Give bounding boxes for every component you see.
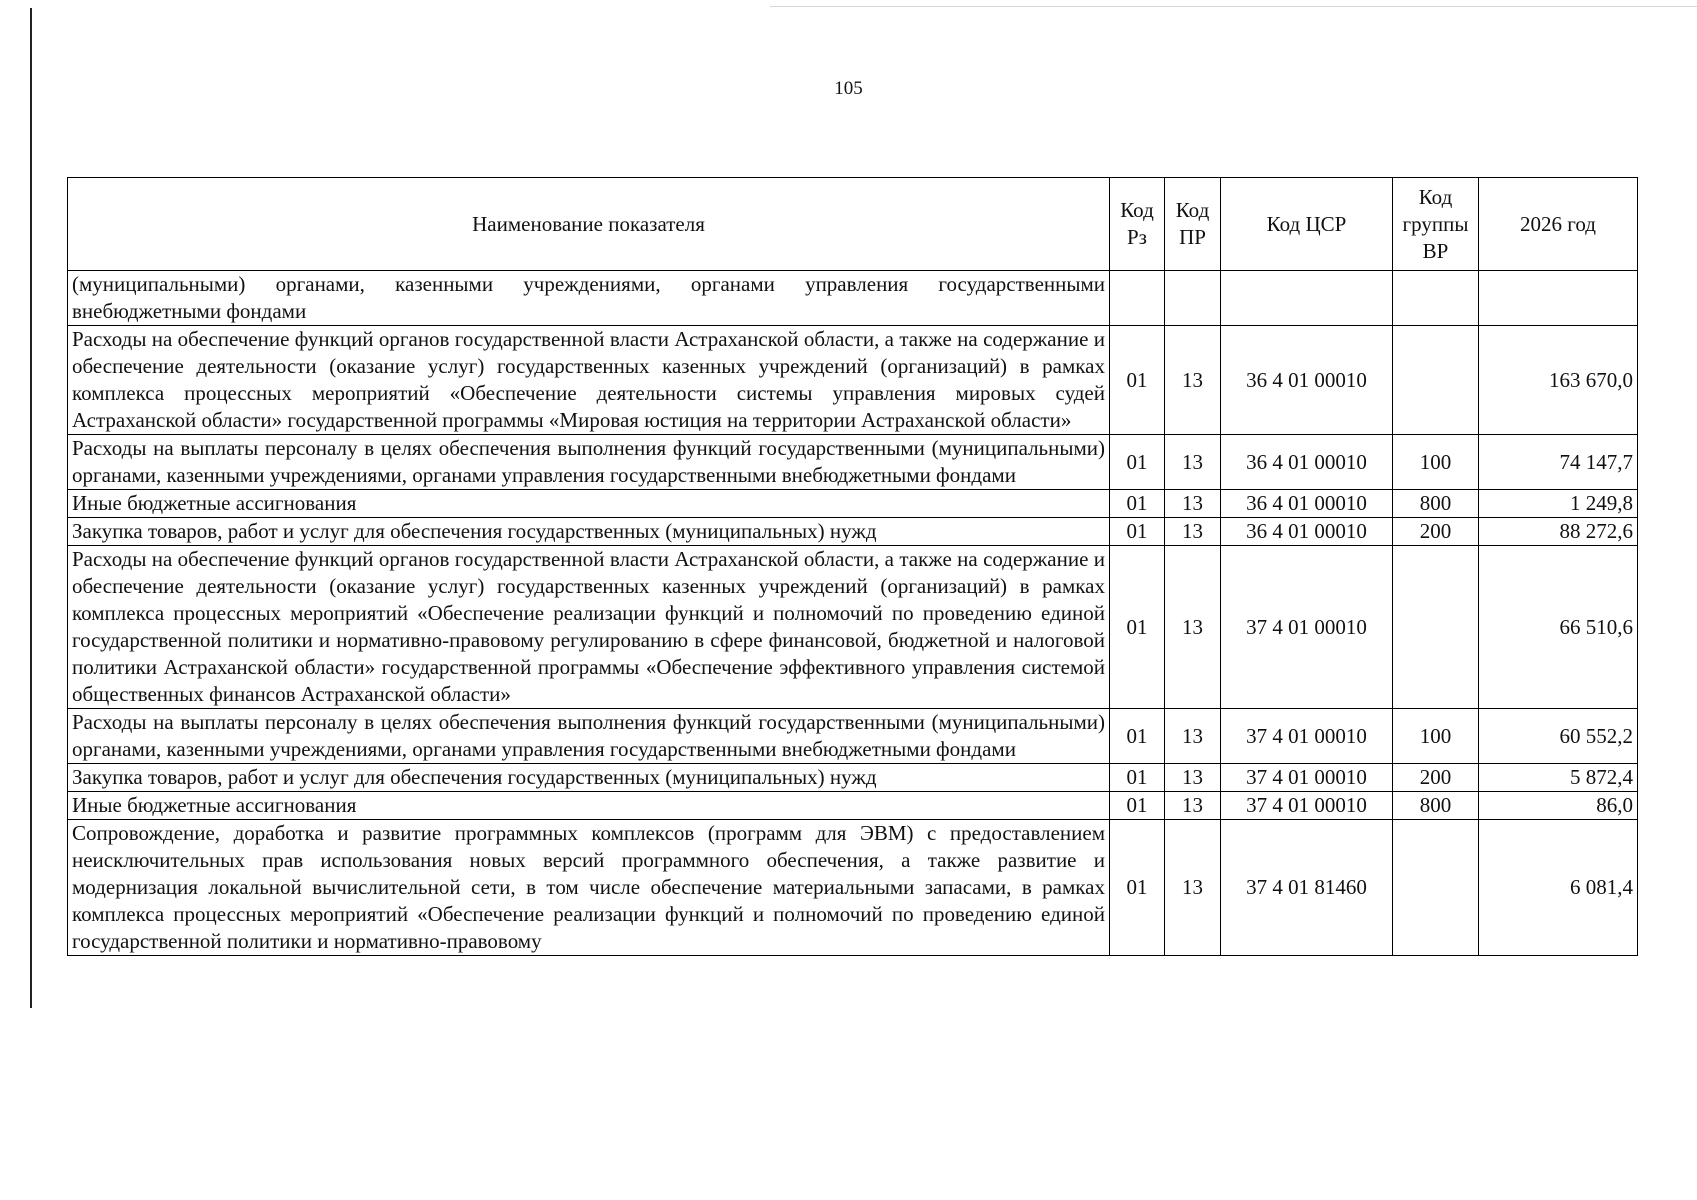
row-csr: 37 4 01 81460	[1221, 820, 1393, 956]
header-csr: Код ЦСР	[1221, 178, 1393, 271]
row-vr: 800	[1393, 490, 1479, 518]
row-amount: 60 552,2	[1479, 709, 1638, 764]
row-name: Расходы на выплаты персоналу в целях обеспечения выполнения функций государственными (муниципальными) органами, казенными учреждениями, органами управления государственными внебюджетными фондами	[68, 709, 1110, 764]
table-row	[68, 709, 1638, 764]
scan-edge-line	[770, 6, 1697, 7]
row-pr: 13	[1165, 326, 1221, 435]
table-row	[68, 271, 1638, 326]
header-name: Наименование показателя	[68, 178, 1110, 271]
row-name: Расходы на обеспечение функций органов государственной власти Астраханской области, а также на содержание и обеспечение деятельности (оказание услуг) государственных казенных учреждений (организаций) в рамках комплекса процессных мероприятий «Обеспечение реализации функций и полномочий по проведению единой государственной политики и нормативно-правовому регулированию в сфере финансовой, бюджетной и налоговой политики Астраханской области» государственной программы «Обеспечение эффективного управления системой общественных финансов Астраханской области»	[68, 546, 1110, 709]
row-rz	[1110, 271, 1165, 326]
table-header-row	[68, 178, 1638, 271]
row-pr: 13	[1165, 518, 1221, 546]
row-name: Закупка товаров, работ и услуг для обеспечения государственных (муниципальных) нужд	[68, 518, 1110, 546]
table-row	[68, 518, 1638, 546]
budget-table	[67, 177, 1638, 956]
row-pr: 13	[1165, 435, 1221, 490]
row-vr	[1393, 820, 1479, 956]
header-amount: 2026 год	[1479, 178, 1638, 271]
row-amount: 6 081,4	[1479, 820, 1638, 956]
row-amount	[1479, 271, 1638, 326]
row-vr: 200	[1393, 518, 1479, 546]
row-csr: 37 4 01 00010	[1221, 709, 1393, 764]
row-rz: 01	[1110, 792, 1165, 820]
row-name: Расходы на обеспечение функций органов государственной власти Астраханской области, а также на содержание и обеспечение деятельности (оказание услуг) государственных казенных учреждений (организаций) в рамках комплекса процессных мероприятий «Обеспечение деятельности системы управления мировых судей Астраханской области» государственной программы «Мировая юстиция на территории Астраханской области»	[68, 326, 1110, 435]
row-vr: 200	[1393, 764, 1479, 792]
table-row	[68, 435, 1638, 490]
row-pr: 13	[1165, 709, 1221, 764]
row-name: Иные бюджетные ассигнования	[68, 490, 1110, 518]
table-row	[68, 764, 1638, 792]
row-pr: 13	[1165, 490, 1221, 518]
row-rz: 01	[1110, 709, 1165, 764]
row-name: (муниципальными) органами, казенными учреждениями, органами управления государственными внебюджетными фондами	[68, 271, 1110, 326]
row-name: Сопровождение, доработка и развитие программных комплексов (программ для ЭВМ) с предоставлением неисключительных прав использования новых версий программного обеспечения, а также развитие и модернизация локальной вычислительной сети, в том числе обеспечение материальными запасами, в рамках комплекса процессных мероприятий «Обеспечение реализации функций и полномочий по проведению единой государственной политики и нормативно-правовому	[68, 820, 1110, 956]
row-vr: 800	[1393, 792, 1479, 820]
row-csr: 36 4 01 00010	[1221, 326, 1393, 435]
header-vr: Код группы ВР	[1393, 178, 1479, 271]
row-pr: 13	[1165, 546, 1221, 709]
row-amount: 5 872,4	[1479, 764, 1638, 792]
header-pr: Код ПР	[1165, 178, 1221, 271]
row-amount: 1 249,8	[1479, 490, 1638, 518]
page-number: 105	[834, 78, 863, 99]
row-name: Расходы на выплаты персоналу в целях обеспечения выполнения функций государственными (муниципальными) органами, казенными учреждениями, органами управления государственными внебюджетными фондами	[68, 435, 1110, 490]
row-amount: 163 670,0	[1479, 326, 1638, 435]
row-rz: 01	[1110, 435, 1165, 490]
row-pr: 13	[1165, 820, 1221, 956]
row-vr	[1393, 271, 1479, 326]
header-rz: Код Рз	[1110, 178, 1165, 271]
row-pr: 13	[1165, 792, 1221, 820]
row-rz: 01	[1110, 546, 1165, 709]
row-name: Иные бюджетные ассигнования	[68, 792, 1110, 820]
table-row	[68, 326, 1638, 435]
row-rz: 01	[1110, 764, 1165, 792]
row-vr	[1393, 546, 1479, 709]
row-csr: 37 4 01 00010	[1221, 546, 1393, 709]
row-csr: 37 4 01 00010	[1221, 792, 1393, 820]
row-csr: 36 4 01 00010	[1221, 518, 1393, 546]
row-csr: 36 4 01 00010	[1221, 490, 1393, 518]
table-row	[68, 820, 1638, 956]
row-csr: 36 4 01 00010	[1221, 435, 1393, 490]
row-amount: 66 510,6	[1479, 546, 1638, 709]
row-pr	[1165, 271, 1221, 326]
row-pr: 13	[1165, 764, 1221, 792]
row-rz: 01	[1110, 518, 1165, 546]
row-csr	[1221, 271, 1393, 326]
row-vr	[1393, 326, 1479, 435]
row-amount: 74 147,7	[1479, 435, 1638, 490]
table-row	[68, 490, 1638, 518]
row-name: Закупка товаров, работ и услуг для обеспечения государственных (муниципальных) нужд	[68, 764, 1110, 792]
scan-margin-line	[30, 8, 32, 1008]
row-amount: 88 272,6	[1479, 518, 1638, 546]
row-rz: 01	[1110, 326, 1165, 435]
row-vr: 100	[1393, 709, 1479, 764]
row-rz: 01	[1110, 490, 1165, 518]
row-rz: 01	[1110, 820, 1165, 956]
row-csr: 37 4 01 00010	[1221, 764, 1393, 792]
table-row	[68, 546, 1638, 709]
row-vr: 100	[1393, 435, 1479, 490]
table-row	[68, 792, 1638, 820]
row-amount: 86,0	[1479, 792, 1638, 820]
